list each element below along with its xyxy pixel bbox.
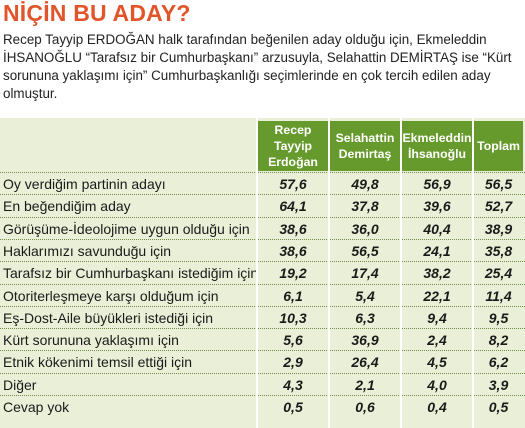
table-cell: 39,6 xyxy=(423,198,451,215)
table-cell: 6,2 xyxy=(488,354,509,371)
table-cell: 38,6 xyxy=(279,242,307,259)
table-cell: 6,3 xyxy=(355,309,375,326)
column-header-line: İhsanoğlu xyxy=(407,147,467,161)
table-cell: 3,9 xyxy=(488,376,509,393)
row-label: Oy verdiğim partinin adayı xyxy=(3,176,166,192)
table-cell: 2,4 xyxy=(427,332,447,349)
column-header xyxy=(474,121,523,171)
table-cell: 19,2 xyxy=(279,265,307,282)
column-header-line: Selahattin xyxy=(335,131,395,145)
table-row xyxy=(0,351,525,373)
table-cell: 2,1 xyxy=(355,376,375,393)
table-cell: 6,1 xyxy=(283,287,303,304)
column-header xyxy=(402,121,472,171)
table-cell: 4,3 xyxy=(283,376,303,393)
table-row xyxy=(0,262,525,284)
table-cell: 38,6 xyxy=(279,220,307,237)
table-cell: 2,9 xyxy=(283,354,303,371)
table-cell: 49,8 xyxy=(351,176,379,192)
table-row xyxy=(0,329,525,351)
table-cell: 52,7 xyxy=(484,198,513,215)
table-cell: 57,6 xyxy=(279,176,307,192)
table-cell: 4,5 xyxy=(427,354,447,371)
column-header xyxy=(330,121,400,171)
table-cell: 56,5 xyxy=(484,176,513,192)
column-divider xyxy=(328,118,330,428)
table-cell: 4,0 xyxy=(427,376,447,393)
table-cell: 0,4 xyxy=(427,399,447,415)
table-row xyxy=(0,218,525,240)
table-row xyxy=(0,307,525,329)
table-cell: 0,6 xyxy=(355,399,375,415)
table-cell: 40,4 xyxy=(423,220,451,237)
row-label: Tarafsız bir Cumhurbaşkanı istediğim için xyxy=(3,265,259,282)
table-cell: 10,3 xyxy=(279,309,307,326)
table-cell: 9,4 xyxy=(427,309,447,326)
column-header-line: Erdoğan xyxy=(268,155,318,169)
table-row xyxy=(0,240,525,262)
table-cell: 36,9 xyxy=(351,332,379,349)
data-table xyxy=(0,118,525,428)
page-title: NİÇİN BU ADAY? xyxy=(3,0,191,26)
table-cell: 56,5 xyxy=(351,242,379,259)
row-label: Etnik kökenimi temsil ettiği için xyxy=(3,354,193,371)
row-label: Haklarımızı savunduğu için xyxy=(3,242,172,259)
column-header-line: Toplam xyxy=(477,139,520,153)
table-cell: 36,0 xyxy=(351,220,379,237)
table-cell: 0,5 xyxy=(488,399,509,415)
row-label: Kürt sorununa yaklaşımı için xyxy=(3,332,179,349)
table-cell: 22,1 xyxy=(423,287,451,304)
column-divider xyxy=(256,118,258,428)
row-label: Eş-Dost-Aile büyükleri istediği için xyxy=(3,309,214,326)
column-header-line: Demirtaş xyxy=(338,147,392,161)
table-cell: 0,5 xyxy=(283,399,303,415)
table-cell: 38,9 xyxy=(484,220,513,237)
row-label: Otoriterleşmeye karşı olduğum için xyxy=(3,287,219,304)
table-cell: 8,2 xyxy=(488,332,509,349)
table-cell: 37,8 xyxy=(351,198,379,215)
table-cell: 5,4 xyxy=(355,287,375,304)
table-cell: 24,1 xyxy=(423,242,451,259)
column-divider xyxy=(472,118,474,428)
table-cell: 64,1 xyxy=(279,198,307,215)
table-cell: 38,2 xyxy=(423,265,451,282)
row-label: Görüşüme-İdeolojime uygun olduğu için xyxy=(3,220,250,237)
table-cell: 25,4 xyxy=(484,265,513,282)
row-label: En beğendiğim aday xyxy=(3,198,131,215)
table-cell: 5,6 xyxy=(283,332,303,349)
row-label: Diğer xyxy=(3,376,37,393)
table-row xyxy=(0,285,525,307)
column-header xyxy=(258,121,328,171)
table-row xyxy=(0,396,525,418)
column-header-line: Recep Tayyip xyxy=(273,123,313,153)
table-row xyxy=(0,195,525,217)
table-row xyxy=(0,173,525,195)
table-cell: 26,4 xyxy=(351,354,379,371)
row-label: Cevap yok xyxy=(3,399,70,415)
table-row xyxy=(0,374,525,396)
table-cell: 11,4 xyxy=(485,287,512,304)
column-divider xyxy=(400,118,402,428)
table-cell: 56,9 xyxy=(423,176,451,192)
table-cell: 17,4 xyxy=(351,265,379,282)
column-header-line: Ekmeleddin xyxy=(402,131,472,145)
table-cell: 35,8 xyxy=(484,242,513,259)
description-text: Recep Tayyip ERDOĞAN halk tarafından beğenilen aday olduğu için, Ekmeleddin İHSANOĞLU “Tarafsız bir Cumhurbaşkanı” arzusuyla, Selahattin DEMİRTAŞ ise “Kürt sorununa yaklaşımı için” Cumhurbaşkanlığı seçimlerinde en çok tercih edilen aday olmuştur. xyxy=(3,32,512,101)
table-cell: 9,5 xyxy=(488,309,509,326)
